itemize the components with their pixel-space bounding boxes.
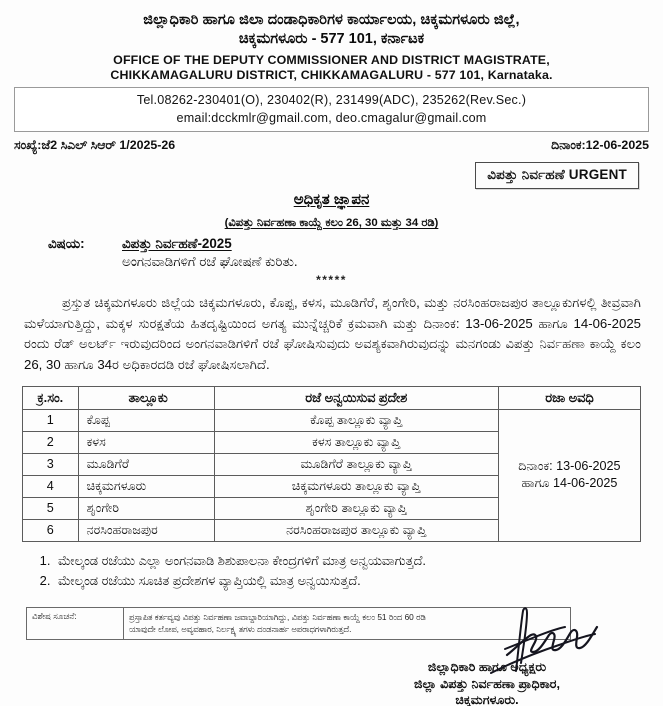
leave-period-line-1: ದಿನಾಂಕ: 13-06-2025 bbox=[518, 459, 621, 474]
urgent-stamp: ವಿಪತ್ತು ನಿರ್ವಹಣೆ URGENT bbox=[475, 162, 639, 189]
cell-serial: 5 bbox=[23, 497, 79, 519]
table-header-row bbox=[23, 387, 641, 409]
telephone-line: Tel.08262-230401(O), 230402(R), 231499(ADC), 235262(Rev.Sec.) bbox=[136, 92, 527, 107]
section-separator: ***** bbox=[316, 273, 347, 288]
subject-line-1: ವಿಪತ್ತು ನಿರ್ವಹಣೆ-2025 bbox=[122, 236, 232, 252]
contact-details-box bbox=[14, 87, 649, 133]
notes-list bbox=[14, 551, 649, 592]
cell-area: ಚಿಕ್ಕಮಗಳೂರು ತಾಲ್ಲೂಕು ವ್ಯಾಪ್ತಿ bbox=[214, 475, 498, 497]
office-name-english-line1: OFFICE OF THE DEPUTY COMMISSIONER AND DISTRICT MAGISTRATE, bbox=[113, 52, 550, 67]
page-subtitle: (ವಿಪತ್ತು ನಿರ್ವಹಣಾ ಕಾಯ್ದೆ ಕಲಂ 26, 30 ಮತ್ತು 34 ರಡಿ) bbox=[224, 217, 439, 230]
cell-taluk: ಕೊಪ್ಪ bbox=[78, 409, 214, 431]
office-name-kannada-line2: ಚಿಕ್ಕಮಗಳೂರು - 577 101, ಕರ್ನಾಟಕ bbox=[238, 31, 425, 48]
reference-number: ಸಂಖ್ಯೆ:ಜೆ2 ಸಿಎಲ್ ಸಿಆರ್ 1/2025-26 bbox=[14, 138, 176, 153]
note-item: 2. ಮೇಲ್ಕಂಡ ರಜೆಯು ಸೂಚಿತ ಪ್ರದೇಶಗಳ ವ್ಯಾಪ್ತಿಯಲ್ಲಿ ಮಾತ್ರ ಅನ್ವಯಿಸುತ್ತದೆ. bbox=[54, 571, 649, 592]
cell-taluk: ಕಳಸ bbox=[78, 431, 214, 453]
email-line: email:dcckmlr@gmail.com, deo.cmagalur@gmail.com bbox=[176, 111, 487, 126]
special-note-line-1: ಪ್ರಸ್ತಾಪಿತ ಕರ್ತವ್ಯವು ವಿಪತ್ತು ನಿರ್ವಹಣಾ ಜವಾಬ್ದಾರಿಯಾಗಿದ್ದು, ವಿಪತ್ತು ನಿರ್ವಹಣಾ ಕಾಯ್ದೆ ಕಲಂ 51 ರಿಂದ 60 ರಡಿ bbox=[129, 611, 426, 622]
cell-area: ಕಳಸ ತಾಲ್ಲೂಕು ವ್ಯಾಪ್ತಿ bbox=[214, 431, 498, 453]
cell-area: ಮೂಡಿಗೆರೆ ತಾಲ್ಲೂಕು ವ್ಯಾಪ್ತಿ bbox=[214, 453, 498, 475]
office-name-english-line2: CHIKKAMAGALURU DISTRICT, CHIKKAMAGALURU - 577 101, Karnataka. bbox=[110, 67, 553, 82]
subject-content bbox=[122, 236, 649, 270]
cell-taluk: ಚಿಕ್ಕಮಗಳೂರು bbox=[78, 475, 214, 497]
special-note-label: ವಿಶೇಷ ಸೂಚನೆ: bbox=[27, 607, 124, 639]
leave-table bbox=[22, 386, 641, 541]
column-header-serial: ಕ್ರ.ಸಂ. bbox=[23, 387, 79, 409]
cell-area: ಕೊಪ್ಪ ತಾಲ್ಲೂಕು ವ್ಯಾಪ್ತಿ bbox=[214, 409, 498, 431]
special-note-line-2: ಯಾವುದೇ ಲೋಪ, ಅವ್ಯವಹಾರ, ನಿರ್ಲಕ್ಷ್ಯ ತಗಳು ದಂಡನಾರ್ಹ ಅಪರಾಧಗಳಾಗಿರುತ್ತದೆ. bbox=[129, 624, 352, 635]
signature-authority: ಜಿಲ್ಲಾ ವಿಪತ್ತು ನಿರ್ವಹಣಾ ಪ್ರಾಧಿಕಾರ, bbox=[414, 676, 560, 691]
cell-serial: 2 bbox=[23, 431, 79, 453]
cell-serial: 4 bbox=[23, 475, 79, 497]
signature-designation: ಜಿಲ್ಲಾಧಿಕಾರಿ ಹಾಗೂ ಅಧ್ಯಕ್ಷರು bbox=[427, 660, 547, 675]
subject-line-2: ಅಂಗನವಾಡಿಗಳಿಗೆ ರಜೆ ಘೋಷಣೆ ಕುರಿತು. bbox=[122, 254, 298, 270]
urgent-stamp-container bbox=[14, 162, 649, 189]
subject-label: ವಿಷಯ: bbox=[48, 236, 85, 252]
cell-serial: 1 bbox=[23, 409, 79, 431]
subject-block bbox=[14, 236, 649, 270]
column-header-period: ರಜಾ ಅವಧಿ bbox=[498, 387, 640, 409]
signature-block bbox=[337, 607, 637, 706]
handwritten-signature-icon bbox=[337, 607, 637, 659]
cell-taluk: ಮೂಡಿಗೆರೆ bbox=[78, 453, 214, 475]
leave-period-line-2: ಹಾಗೂ 14-06-2025 bbox=[521, 476, 618, 491]
document-date: ದಿನಾಂಕ:12-06-2025 bbox=[551, 138, 649, 153]
reference-row bbox=[14, 138, 649, 153]
page-title: ಅಧಿಕೃತ ಜ್ಞಾಪನ bbox=[293, 191, 370, 209]
body-paragraph: ಪ್ರಸ್ತುತ ಚಿಕ್ಕಮಗಳೂರು ಜಿಲ್ಲೆಯ ಚಿಕ್ಕಮಗಳೂರು, ಕೊಪ್ಪ, ಕಳಸ, ಮೂಡಿಗೆರೆ, ಶೃಂಗೇರಿ, ಮತ್ತು ನರಸಿಂಹರಾಜಪುರ ತಾಲ್ಲೂಕುಗಳಲ್ಲಿ ತೀವ್ರವಾಗಿ ಮಳೆಯಾಗುತ್ತಿದ್ದು, ಮಕ್ಕಳ ಸುರಕ್ಷತೆಯ ಹಿತದೃಷ್ಟಿಯಿಂದ ಅಗತ್ಯ ಮುನ್ನೆಚ್ಚರಿಕೆ ಕ್ರಮವಾಗಿ ಮತ್ತು ದಿನಾಂಕ: 13-06-2025 ಹಾಗೂ 14-06-2025 ರಂದು ರೆಡ್ ಅಲರ್ಟ್ ಇರುವುದರಿಂದ ಅಂಗನವಾಡಿಗಳಿಗೆ ರಜೆ ಘೋಷಿಸುವುದು ಅವಶ್ಯಕವಾಗಿರುವುದನ್ನು ಮನಗಂಡು ವಿಪತ್ತು ನಿರ್ವಹಣಾ ಕಾಯ್ದೆ ಕಲಂ 26, 30 ಹಾಗೂ 34ರ ಅಧಿಕಾರದಡಿ ರಜೆ ಘೋಷಿಸಲಾಗಿದೆ. bbox=[24, 295, 641, 372]
cell-serial: 6 bbox=[23, 519, 79, 541]
cell-taluk: ನರಸಿಂಹರಾಜಪುರ bbox=[78, 519, 214, 541]
column-header-area: ರಜೆ ಅನ್ವಯಿಸುವ ಪ್ರದೇಶ bbox=[214, 387, 498, 409]
cell-area: ಶೃಂಗೇರಿ ತಾಲ್ಲೂಕು ವ್ಯಾಪ್ತಿ bbox=[214, 497, 498, 519]
note-item: 1. ಮೇಲ್ಕಂಡ ರಜೆಯು ಎಲ್ಲಾ ಅಂಗನವಾಡಿ ಶಿಶುಪಾಲನಾ ಕೇಂದ್ರಗಳಿಗೆ ಮಾತ್ರ ಅನ್ವಯವಾಗುತ್ತದೆ. bbox=[54, 551, 649, 572]
cell-serial: 3 bbox=[23, 453, 79, 475]
cell-area: ನರಸಿಂಹರಾಜಪುರ ತಾಲ್ಲೂಕು ವ್ಯಾಪ್ತಿ bbox=[214, 519, 498, 541]
document-header bbox=[14, 0, 649, 153]
signature-place: ಚಿಕ್ಕಮಗಳೂರು. bbox=[455, 693, 519, 706]
cell-leave-period bbox=[498, 409, 640, 541]
office-name-kannada-line1: ಜಿಲ್ಲಾಧಿಕಾರಿ ಹಾಗೂ ಜಿಲಾ ದಂಡಾಧಿಕಾರಿಗಳ ಕಾರ್ಯಾಲಯ, ಚಿಕ್ಕಮಗಳೂರು ಜಿಲ್ಲೆ, bbox=[143, 12, 520, 28]
column-header-taluk: ತಾಲ್ಲೂಕು bbox=[78, 387, 214, 409]
table-row bbox=[23, 409, 641, 431]
cell-taluk: ಶೃಂಗೇರಿ bbox=[78, 497, 214, 519]
